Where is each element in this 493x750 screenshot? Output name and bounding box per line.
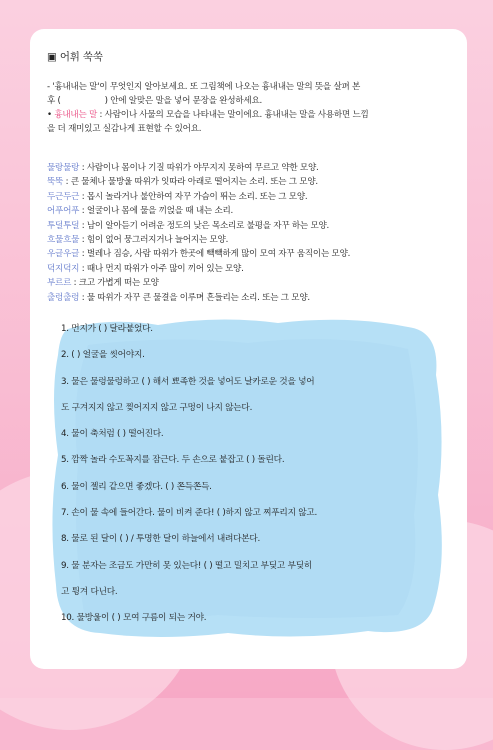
question-item: 고 튕겨 다닌다. <box>61 586 118 597</box>
vocab-definition: : 때나 먼지 따위가 아주 많이 끼어 있는 모양. <box>79 263 244 274</box>
definition-line: 을 더 재미있고 실감나게 표현할 수 있어요. <box>47 124 202 134</box>
vocab-definition: : 큰 물체나 물방울 따위가 잇따라 아래로 떨어지는 소리. 또는 그 모양. <box>63 177 318 188</box>
vocab-word: 우글우글 <box>47 249 80 260</box>
vocab-word: 부르르 <box>47 278 72 289</box>
vocab-definition: : 힘이 없어 뭉그러지거나 늘어지는 모양. <box>79 235 229 246</box>
question-item: 6. 물이 젤리 같으면 좋겠다. ( ) 쫀득쫀득. <box>61 481 212 492</box>
vocab-item <box>47 262 459 276</box>
question-item: 1. 먼지가 ( ) 달라붙었다. <box>61 324 153 334</box>
vocab-definition: : 크고 가볍게 떠는 모양 <box>71 278 159 289</box>
question-list <box>61 322 446 638</box>
vocab-definition: : 사람이나 몸이나 기질 따위가 야무지지 못하여 무르고 약한 모양. <box>79 163 319 173</box>
question-item: 4. 물이 축처럼 ( ) 떨어진다. <box>61 429 164 440</box>
question-item: 도 구겨지지 않고 찢어지지 않고 구멍이 나지 않는다. <box>61 402 253 413</box>
instruction-text: ) 안에 알맞은 말을 넣어 문장을 완성하세요. <box>104 96 262 106</box>
vocab-word: 출렁출렁 <box>47 292 80 303</box>
instructions <box>47 80 455 136</box>
question-item: 2. ( ) 얼굴을 씻어야지. <box>61 350 145 361</box>
vocab-word: 투덜투덜 <box>47 220 80 231</box>
vocab-item <box>47 291 459 305</box>
bullet: • <box>47 110 55 120</box>
definition-text: : 사람이나 사물의 모습을 나타내는 말이에요. 흉내내는 말을 사용하면 느낌 <box>97 110 369 120</box>
vocab-item <box>47 247 459 261</box>
vocab-item <box>47 233 459 247</box>
vocab-item <box>47 190 459 204</box>
definition-line <box>47 108 455 122</box>
worksheet-card <box>30 29 467 669</box>
vocab-word: 물랑물랑 <box>47 163 80 173</box>
question-item: 7. 손이 물 속에 들어간다. 물이 비켜 준다! ( )하지 않고 찌푸리지 않고. <box>61 508 318 519</box>
vocab-word: 두근두근 <box>47 191 80 202</box>
instruction-text: 후 ( <box>47 96 61 106</box>
vocab-word: 뚝뚝 <box>47 177 64 188</box>
vocab-definition: : 벌레나 짐승, 사람 따위가 한곳에 빽빽하게 많이 모여 자꾸 움직이는 모양. <box>79 249 351 260</box>
vocab-item <box>47 219 459 233</box>
instruction-line <box>47 94 455 108</box>
vocab-item <box>47 276 459 290</box>
vocab-word: 어푸어푸 <box>47 206 80 217</box>
vocab-item <box>47 175 459 189</box>
vocabulary-list <box>47 161 459 305</box>
vocab-item <box>47 204 459 218</box>
vocab-item <box>47 161 459 175</box>
vocab-definition: : 몹시 놀라거나 불안하여 자꾸 가슴이 뛰는 소리. 또는 그 모양. <box>79 191 308 202</box>
vocab-definition: : 얼굴이나 몸에 물을 끼얹을 때 내는 소리. <box>79 206 234 217</box>
question-item: 3. 물은 물렁물렁하고 ( ) 해서 뾰족한 것을 넣어도 날카로운 것을 넣어 <box>61 376 315 387</box>
question-item: 10. 물방울이 ( ) 모여 구름이 되는 거야. <box>61 613 207 624</box>
question-item: 9. 물 분자는 조금도 가만히 못 있는다! ( ) 떨고 밀치고 부딪고 부딪히 <box>61 560 312 571</box>
question-item: 8. 물로 된 달이 ( ) / 투명한 달이 하늘에서 내려다본다. <box>61 534 261 545</box>
instruction-line: - '흉내내는 말'이 무엇인지 알아보세요. 또 그림책에 나오는 흉내내는 말의 뜻을 살펴 본 <box>47 82 361 92</box>
vocab-definition: : 물 따위가 자꾸 큰 물결을 이루며 흔들리는 소리. 또는 그 모양. <box>79 292 310 303</box>
vocab-word: 흐물흐물 <box>47 235 80 246</box>
question-item: 5. 깜짝 놀라 수도꼭지를 잠근다. 두 손으로 붙잡고 ( ) 돌린다. <box>61 455 285 466</box>
vocab-definition: : 남이 알아듣기 어려운 정도의 낮은 목소리로 불평을 자꾸 하는 모양. <box>79 220 330 231</box>
section-title: ▣ 어휘 쑥쑥 <box>47 51 103 63</box>
highlight-term: 흉내내는 말 <box>54 110 98 120</box>
vocab-word: 덕지덕지 <box>47 263 80 274</box>
